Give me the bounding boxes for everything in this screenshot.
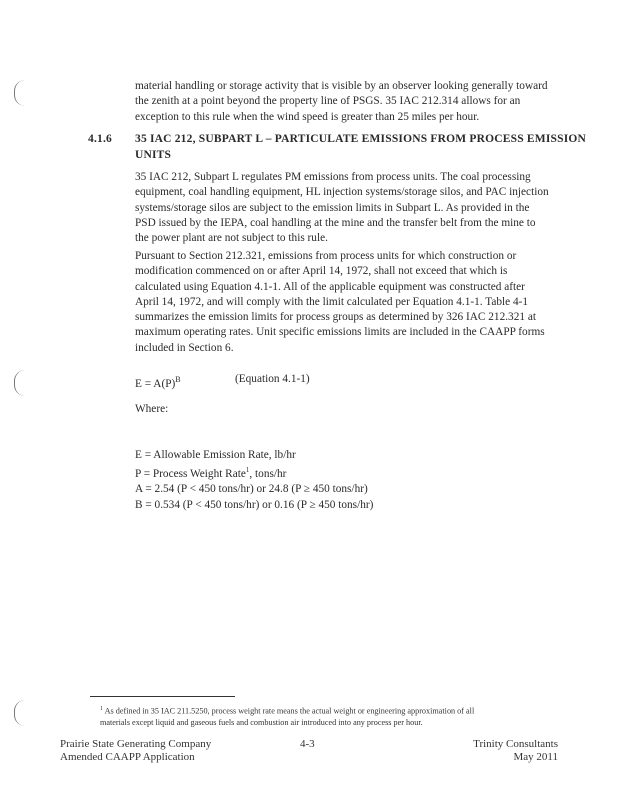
definition-p-units: , tons/hr	[249, 468, 287, 481]
paragraph-line: Pursuant to Section 212.321, emissions from process units for which construction or	[135, 250, 517, 262]
section-212-321-paragraph	[135, 249, 555, 356]
where-label: Where:	[135, 403, 169, 415]
footnote-reference: 1	[245, 466, 250, 475]
intro-line: exception to this rule when the wind speed is greater than 25 miles per hour.	[135, 110, 480, 123]
definition-a: A = 2.54 (P < 450 tons/hr) or 24.8 (P ≥ 450 tons/hr)	[135, 483, 368, 496]
footer-consultant: Trinity Consultants	[473, 738, 558, 750]
paragraph-line: systems/storage silos are subject to the emission limits in Subpart L. As provided in the	[135, 201, 530, 214]
paragraph-line: modification commenced on or after April 14, 1972, shall not exceed that which is	[135, 265, 508, 278]
equation-label: (Equation 4.1-1)	[235, 373, 310, 385]
footnote-line	[100, 704, 560, 717]
footnote-text: As defined in 35 IAC 211.5250, process weight rate means the actual weight or engineering approximation of all	[104, 706, 475, 716]
paragraph-line: 35 IAC 212, Subpart L regulates PM emissions from process units. The coal processing	[135, 171, 531, 183]
paragraph-line: April 14, 1972, and will comply with the limit calculated per Equation 4.1-1. Table 4-1	[135, 295, 529, 308]
paragraph-line: included in Section 6.	[135, 341, 234, 354]
equation-exponent: B	[175, 375, 181, 384]
definition-p-text: P = Process Weight Rate	[135, 468, 246, 481]
paragraph-line: summarizes the emission limits for process groups as determined by 326 IAC 212.321 at	[135, 311, 536, 324]
footer-company: Prairie State Generating Company	[60, 738, 212, 750]
binder-hole-bottom	[14, 700, 25, 726]
paragraph-line: equipment, coal handling equipment, HL injection systems/storage silos, and PAC injection	[135, 186, 549, 199]
footer-document: Amended CAAPP Application	[60, 751, 195, 763]
footer-right	[473, 738, 558, 764]
binder-hole-middle	[14, 370, 25, 396]
paragraph-line: maximum operating rates. Unit specific emissions limits are included in the CAAPP forms	[135, 326, 545, 339]
section-title-line: UNITS	[135, 148, 172, 161]
paragraph-line: PSD issued by the IEPA, coal handling at the mine and the transfer belt from the mine to	[135, 216, 536, 229]
section-title-line: 35 IAC 212, SUBPART L – PARTICULATE EMISSIONS FROM PROCESS EMISSION	[135, 133, 587, 145]
definition-e: E = Allowable Emission Rate, lb/hr	[135, 449, 296, 461]
section-title	[135, 132, 587, 163]
variable-definitions	[135, 448, 555, 513]
footer-page-number: 4-3	[300, 738, 315, 750]
footnote-line: materials except liquid and gaseous fuels and combustion air introduced into any process per hour.	[100, 717, 423, 727]
section-number: 4.1.6	[88, 133, 112, 145]
intro-paragraph	[135, 79, 555, 125]
equation-formula: E = A(P)	[135, 377, 176, 390]
definition-p	[135, 463, 555, 482]
footnote	[100, 704, 560, 728]
equation	[135, 372, 310, 392]
intro-line: the zenith at a point beyond the property line of PSGS. 35 IAC 212.314 allows for an	[135, 95, 521, 108]
paragraph-line: the power plant are not subject to this rule.	[135, 232, 328, 245]
definition-b: B = 0.534 (P < 450 tons/hr) or 0.16 (P ≥ 450 tons/hr)	[135, 498, 374, 511]
footnote-marker: 1	[100, 706, 103, 712]
binder-hole-top	[14, 80, 25, 106]
footnote-divider	[90, 696, 235, 697]
footer-left	[60, 738, 211, 764]
subpart-l-paragraph	[135, 170, 555, 246]
paragraph-line: calculated using Equation 4.1-1. All of the applicable equipment was constructed after	[135, 280, 525, 293]
footer-date: May 2011	[513, 751, 558, 763]
intro-line: material handling or storage activity that is visible by an observer looking generally toward	[135, 80, 548, 92]
